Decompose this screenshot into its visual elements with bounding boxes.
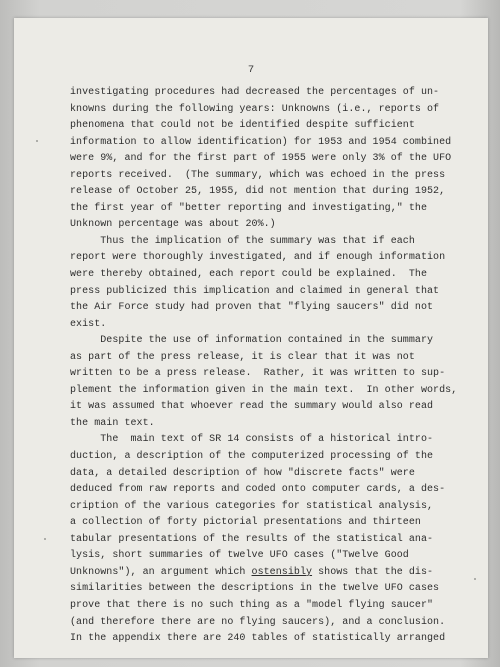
text-line: In the appendix there are 240 tables of statistically arranged <box>70 633 446 645</box>
page-number: 7 <box>247 64 255 76</box>
text-line: were thereby obtained, each report could be explained. The <box>70 269 428 281</box>
text-line: phenomena that could not be identified despite sufficient <box>70 120 415 132</box>
text-line: reports received. (The summary, which was echoed in the press <box>70 169 446 181</box>
text-line: prove that there is no such thing as a "model flying saucer" <box>70 599 434 611</box>
text-line: data, a detailed description of how "discrete facts" were <box>70 467 415 479</box>
scan-speck <box>36 140 38 142</box>
scan-speck <box>474 578 476 580</box>
text-line: similarities between the descriptions in the twelve UFO cases <box>70 583 440 595</box>
text-line: Despite the use of information contained in the summary <box>70 335 434 347</box>
text-line: tabular presentations of the results of the statistical ana- <box>70 533 434 545</box>
text-line: as part of the press release, it is clear that it was not <box>70 351 415 363</box>
text-line: knowns during the following years: Unknowns (i.e., reports of <box>70 103 440 115</box>
text-line: lysis, short summaries of twelve UFO cases ("Twelve Good <box>70 550 409 562</box>
document-page <box>14 18 488 658</box>
text-segment: Unknowns"), an argument which <box>70 566 252 578</box>
text-line: a collection of forty pictorial presentations and thirteen <box>70 517 421 529</box>
text-line: cription of the various categories for statistical analysis, <box>70 500 434 512</box>
text-line: it was assumed that whoever read the summary would also read <box>70 401 434 413</box>
body-text <box>70 85 470 648</box>
scan-speck <box>44 538 46 540</box>
text-line: (and therefore there are no flying saucers), and a conclusion. <box>70 616 446 628</box>
text-line: were 9%, and for the first part of 1955 were only 3% of the UFO <box>70 153 452 165</box>
text-segment: shows that the dis- <box>312 566 434 578</box>
text-line: release of October 25, 1955, did not mention that during 1952, <box>70 186 446 198</box>
underlined-word: ostensibly <box>251 566 313 578</box>
text-line: The main text of SR 14 consists of a historical intro- <box>70 434 434 446</box>
text-line: investigating procedures had decreased the percentages of un- <box>70 87 440 98</box>
text-line: duction, a description of the computerized processing of the <box>70 451 434 463</box>
text-line: deduced from raw reports and coded onto computer cards, a des- <box>70 484 446 496</box>
text-line: written to be a press release. Rather, it was written to sup- <box>70 368 446 380</box>
text-line: the first year of "better reporting and investigating," the <box>70 202 428 214</box>
text-line: Thus the implication of the summary was that if each <box>70 235 415 247</box>
text-line: the main text. <box>70 417 155 429</box>
text-line: plement the information given in the main text. In other words, <box>70 384 458 396</box>
text-line: the Air Force study had proven that "flying saucers" did not <box>70 302 434 314</box>
text-line: Unknown percentage was about 20%.) <box>70 219 276 231</box>
text-line: exist. <box>70 318 107 330</box>
text-line: report were thoroughly investigated, and if enough information <box>70 252 446 264</box>
text-line: press publicized this implication and claimed in general that <box>70 285 440 297</box>
text-line <box>70 565 470 582</box>
text-line: information to allow identification) for 1953 and 1954 combined <box>70 136 452 148</box>
